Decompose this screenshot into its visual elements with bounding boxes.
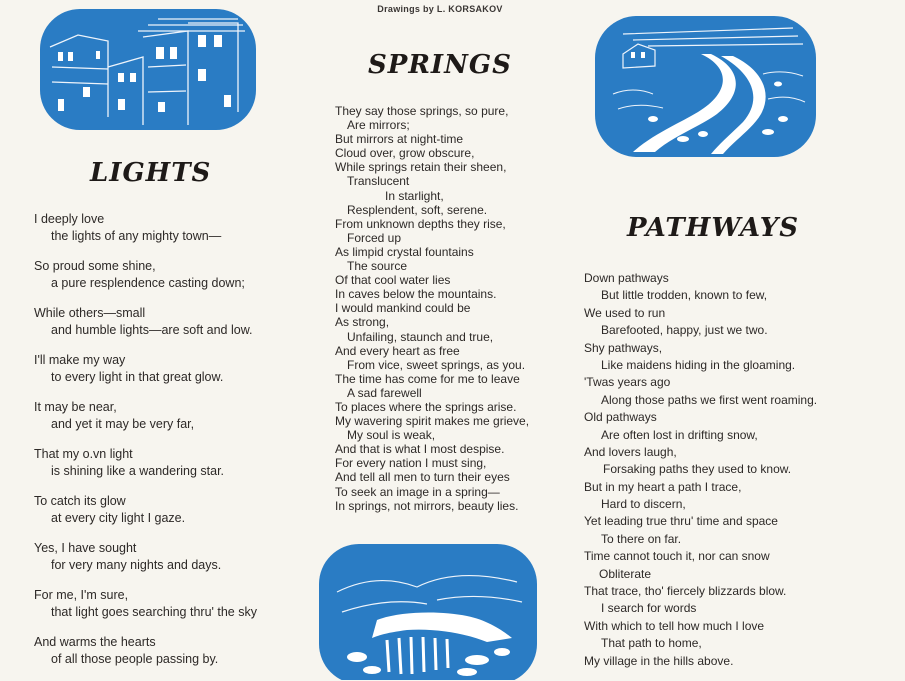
lights-stanza <box>34 493 257 527</box>
poem-line: at every city light I gaze. <box>51 511 186 525</box>
poem-line: 'Twas years ago <box>584 375 671 390</box>
poem-line: And lovers laugh, <box>584 444 677 459</box>
poem-line: Time cannot touch it, nor can snow <box>584 549 770 564</box>
lights-stanza <box>34 399 257 433</box>
illustration-credit: Drawings by L. KORSAKOV <box>377 4 503 14</box>
poem-line: That my o.vn light <box>34 447 133 461</box>
poem-line: To catch its glow <box>34 494 126 508</box>
poem-line: I search for words <box>601 601 697 616</box>
poem-line: Barefooted, happy, just we two. <box>601 323 768 338</box>
poem-line: And that is what I most despise. <box>335 442 505 457</box>
poem-line: In starlight, <box>385 188 444 203</box>
poem-line: for very many nights and days. <box>51 558 222 572</box>
springs-poem <box>335 104 529 513</box>
poem-line: Like maidens hiding in the gloaming. <box>601 357 796 372</box>
poem-line: Yet leading true thru' time and space <box>584 514 778 529</box>
poem-line: Along those paths we first went roaming. <box>601 392 818 407</box>
poem-line: But mirrors at night-time <box>335 132 464 147</box>
poem-line: In caves below the mountains. <box>335 287 497 302</box>
poem-line: But little trodden, known to few, <box>601 288 768 303</box>
pathways-poem <box>584 270 817 670</box>
poem-line: and yet it may be very far, <box>51 417 195 431</box>
poem-line: As strong, <box>335 315 390 330</box>
poem-line: And warms the hearts <box>34 635 156 649</box>
poem-line: To seek an image in a spring— <box>335 484 500 499</box>
poem-line: It may be near, <box>34 400 117 414</box>
poem-line: For every nation I must sing, <box>335 456 487 471</box>
poem-line: Obliterate <box>599 566 652 581</box>
poem-line: While springs retain their sheen, <box>335 160 507 175</box>
poem-line: For me, I'm sure, <box>34 588 129 602</box>
poem-line: and humble lights—are soft and low. <box>51 323 253 337</box>
poem-line: My village in the hills above. <box>584 653 734 668</box>
lights-stanza <box>34 540 257 574</box>
poem-line: The source <box>347 259 408 274</box>
poem-line: Yes, I have sought <box>34 541 137 555</box>
poem-line: And tell all men to turn their eyes <box>335 470 510 485</box>
pathways-title: PATHWAYS <box>627 213 800 243</box>
poem-line: is shining like a wandering star. <box>51 464 225 478</box>
lights-stanza <box>34 446 257 480</box>
poem-line: I deeply love <box>34 212 105 226</box>
poem-line: While others—small <box>34 306 146 320</box>
lights-stanza <box>34 305 257 339</box>
poem-line: the lights of any mighty town— <box>51 229 222 243</box>
poem-line: Down pathways <box>584 271 669 285</box>
poem-line: Are mirrors; <box>347 118 410 133</box>
poem-line: A sad farewell <box>347 385 422 400</box>
poem-line: So proud some shine, <box>34 259 156 273</box>
poem-line: Are often lost in drifting snow, <box>601 427 758 442</box>
poem-line: of all those people passing by. <box>51 652 219 666</box>
poem-line: Shy pathways, <box>584 340 663 355</box>
poem-line: My wavering spirit makes me grieve, <box>335 414 530 429</box>
poem-line: that light goes searching thru' the sky <box>51 605 257 619</box>
poem-line: Resplendent, soft, serene. <box>347 202 488 217</box>
poem-line: I'll make my way <box>34 353 126 367</box>
poem-line: That trace, tho' fiercely blizzards blow. <box>584 584 787 599</box>
lights-stanza <box>34 258 257 292</box>
poem-line: In springs, not mirrors, beauty lies. <box>335 498 519 513</box>
poem-line: As limpid crystal fountains <box>335 244 474 259</box>
springs-title: SPRINGS <box>368 50 512 80</box>
lights-title: LIGHTS <box>90 158 212 188</box>
poem-line: That path to home, <box>601 636 702 651</box>
poem-line: Unfailing, staunch and true, <box>347 329 494 344</box>
poem-line: From unknown depths they rise, <box>335 216 506 231</box>
poem-line: Forsaking paths they used to know. <box>603 462 792 477</box>
poem-line: Hard to discern, <box>601 497 686 512</box>
poem-line: To places where the springs arise. <box>335 399 517 414</box>
poem-line: We used to run <box>584 305 666 320</box>
poem-line: And every heart as free <box>335 343 460 358</box>
town-lights-illustration <box>38 7 258 132</box>
lights-stanza <box>34 634 257 668</box>
poem-line: My soul is weak, <box>347 428 436 443</box>
poem-line: a pure resplendence casting down; <box>51 276 245 290</box>
winding-path-illustration <box>593 14 818 159</box>
poem-line: The time has come for me to leave <box>335 371 520 386</box>
poem-line: to every light in that great glow. <box>51 370 224 384</box>
poem-line: They say those springs, so pure, <box>335 104 509 118</box>
poem-line: Translucent <box>347 174 410 189</box>
poem-line: Cloud over, grow obscure, <box>335 146 475 161</box>
poem-line: I would mankind could be <box>335 301 471 316</box>
poem-line: Old pathways <box>584 410 657 425</box>
lights-stanza <box>34 587 257 621</box>
lights-poem <box>34 211 257 681</box>
poem-line: From vice, sweet springs, as you. <box>347 357 526 372</box>
poem-line: But in my heart a path I trace, <box>584 479 742 494</box>
poem-line: Of that cool water lies <box>335 273 451 288</box>
poem-line: To there on far. <box>601 531 682 546</box>
lights-stanza <box>34 352 257 386</box>
poem-line: With which to tell how much I love <box>584 618 765 633</box>
lights-stanza <box>34 211 257 245</box>
poem-line: Forced up <box>347 230 402 245</box>
mountain-spring-illustration <box>317 542 539 680</box>
